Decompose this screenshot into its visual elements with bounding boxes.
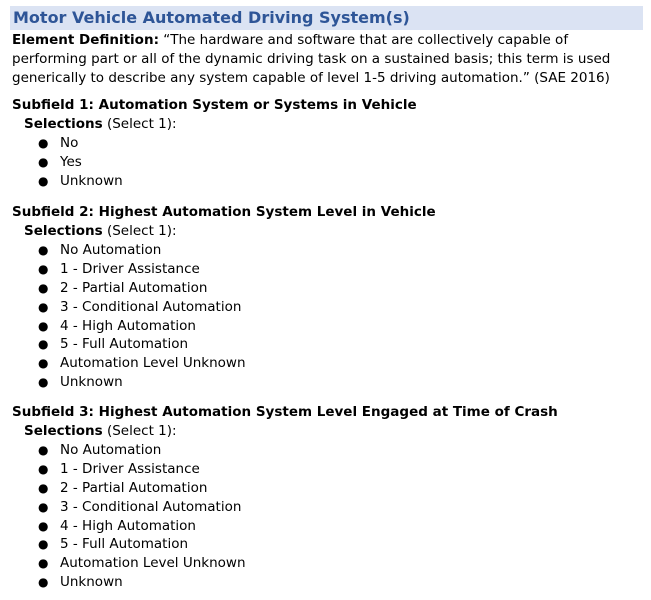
selections-line	[24, 222, 640, 241]
list-item	[12, 373, 640, 392]
subfield-heading: Subfield 1: Automation System or Systems in Vehicle	[12, 97, 417, 113]
subfield-1	[12, 96, 640, 191]
option-text: 2 - Partial Automation	[60, 479, 208, 496]
option-text: Automation Level Unknown	[60, 555, 246, 572]
selections-note: (Select 1):	[102, 116, 177, 132]
option-text: 3 - Conditional Automation	[60, 298, 242, 315]
list-item	[12, 354, 640, 373]
selections-label: Selections	[24, 423, 103, 439]
list-item	[12, 479, 640, 498]
option-text: 4 - High Automation	[60, 317, 196, 334]
list-item	[12, 535, 640, 554]
option-text: Unknown	[60, 172, 123, 189]
option-text: No	[60, 135, 79, 151]
element-definition	[12, 31, 640, 88]
definition-label: Element Definition:	[12, 32, 159, 48]
option-text: No Automation	[60, 442, 162, 458]
bullet-icon: ●	[38, 518, 49, 533]
list-item	[12, 517, 640, 536]
bullet-icon: ●	[38, 575, 49, 590]
selections-label: Selections	[24, 223, 103, 239]
bullet-icon: ●	[38, 154, 49, 169]
option-text: 5 - Full Automation	[60, 536, 189, 553]
options-list	[12, 441, 640, 592]
list-item	[12, 298, 640, 317]
bullet-icon: ●	[38, 173, 49, 188]
bullet-icon: ●	[38, 356, 49, 371]
selections-line	[24, 115, 640, 134]
subfield-heading: Subfield 2: Highest Automation System Level in Vehicle	[12, 204, 436, 220]
option-text: 4 - High Automation	[60, 517, 196, 534]
option-text: 3 - Conditional Automation	[60, 498, 242, 515]
selections-label: Selections	[24, 116, 103, 132]
definition-text: “The hardware and software that are collectively capable of performing part or all of the dynamic driving task on a sustained basis; this term is used generically to describe any system capable of level 1-5 driving automation.” (SAE 2016)	[12, 32, 611, 86]
bullet-icon: ●	[38, 480, 49, 495]
bullet-icon: ●	[38, 299, 49, 314]
bullet-icon: ●	[38, 280, 49, 295]
bullet-icon: ●	[38, 556, 49, 571]
option-text: Automation Level Unknown	[60, 355, 246, 372]
option-text: Unknown	[60, 374, 123, 391]
list-item	[12, 573, 640, 592]
option-text: 1 - Driver Assistance	[60, 460, 200, 477]
list-item	[12, 172, 640, 191]
list-item	[12, 317, 640, 336]
options-list	[12, 134, 640, 191]
list-item	[12, 460, 640, 479]
list-item	[12, 241, 640, 260]
list-item	[12, 260, 640, 279]
title-bar	[10, 6, 643, 30]
bullet-icon: ●	[38, 461, 49, 476]
list-item	[12, 498, 640, 517]
selections-note: (Select 1):	[102, 223, 177, 239]
list-item	[12, 153, 640, 172]
subfield-heading: Subfield 3: Highest Automation System Level Engaged at Time of Crash	[12, 404, 558, 420]
option-text: Yes	[60, 153, 82, 170]
option-text: 2 - Partial Automation	[60, 279, 208, 296]
selections-note: (Select 1):	[102, 423, 177, 439]
bullet-icon: ●	[38, 318, 49, 333]
bullet-icon: ●	[38, 443, 49, 457]
list-item	[12, 134, 640, 153]
list-item	[12, 279, 640, 298]
option-text: No Automation	[60, 242, 162, 258]
option-text: 5 - Full Automation	[60, 336, 189, 353]
option-text: 1 - Driver Assistance	[60, 260, 200, 277]
option-text: Unknown	[60, 574, 123, 591]
page-title: Motor Vehicle Automated Driving System(s)	[13, 8, 410, 27]
list-item	[12, 335, 640, 354]
options-list	[12, 241, 640, 392]
bullet-icon: ●	[38, 499, 49, 514]
subfield-3	[12, 403, 640, 592]
bullet-icon: ●	[38, 337, 49, 352]
selections-line	[24, 422, 640, 441]
bullet-icon: ●	[38, 243, 49, 257]
bullet-icon: ●	[38, 537, 49, 552]
bullet-icon: ●	[38, 136, 49, 150]
list-item	[12, 554, 640, 573]
bullet-icon: ●	[38, 375, 49, 390]
subfield-2	[12, 203, 640, 392]
bullet-icon: ●	[38, 261, 49, 276]
list-item	[12, 441, 640, 460]
